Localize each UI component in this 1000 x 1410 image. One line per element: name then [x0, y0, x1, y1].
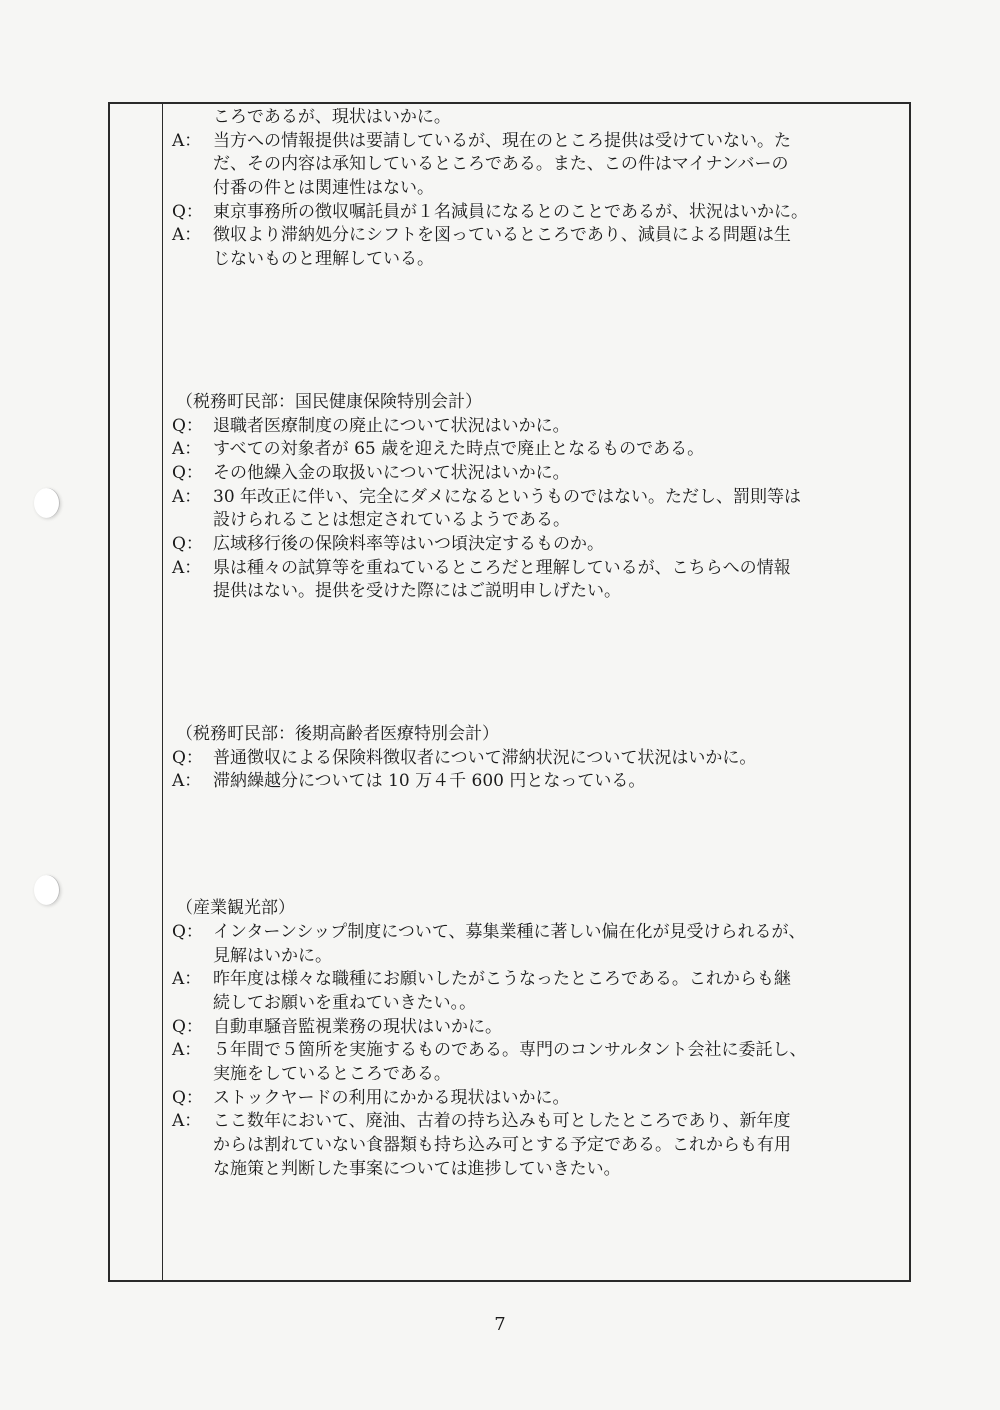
section-title: （税務町民部：後期高齢者医療特別会計） — [176, 723, 503, 747]
qa-label: A： — [172, 969, 202, 990]
qa-label: Q： — [172, 1016, 203, 1037]
qa-item — [172, 557, 907, 604]
qa-label: Q： — [172, 1087, 203, 1108]
qa-label: Q： — [172, 747, 203, 768]
qa-text: 県は種々の試算等を重ねているところだと理解しているが、こちらへの情報 — [213, 557, 791, 578]
punch-hole-bottom — [34, 875, 60, 905]
qa-item — [172, 1110, 907, 1181]
qa-label: A： — [172, 1040, 202, 1061]
qa-text: 設けられることは想定されているようである。 — [213, 510, 570, 531]
qa-text: な施策と判断した事案については進捗していきたい。 — [213, 1158, 621, 1179]
qa-text: 東京事務所の徴収嘱託員が１名減員になるとのことであるが、状況はいかに。 — [213, 201, 808, 222]
section-title: （税務町民部：国民健康保険特別会計） — [176, 391, 486, 415]
qa-item — [172, 770, 907, 794]
qa-label: Q： — [172, 921, 203, 942]
qa-item — [172, 130, 907, 201]
qa-text: 退職者医療制度の廃止について状況はいかに。 — [213, 415, 570, 436]
qa-item — [172, 201, 907, 225]
continued-text: ころであるが、現状はいかに。 — [213, 107, 451, 127]
qa-text: 普通徴収による保険料徴収者について滞納状況について状況はいかに。 — [213, 747, 757, 768]
qa-text: すべての対象者が 65 歳を迎えた時点で廃止となるものである。 — [213, 439, 705, 460]
qa-label: Q： — [172, 534, 203, 554]
qa-text: 滞納繰越分については 10 万４千 600 円となっている。 — [213, 771, 646, 792]
qa-item — [172, 224, 907, 271]
qa-label: A： — [172, 130, 202, 151]
qa-text: からは割れていない食器類も持ち込み可とする予定である。これからも有用 — [213, 1135, 791, 1156]
qa-text: 昨年度は様々な職種にお願いしたがこうなったところである。これからも継 — [213, 969, 791, 990]
qa-item — [172, 415, 907, 439]
qa-label: Q： — [172, 462, 203, 483]
qa-item — [172, 747, 907, 771]
qa-text: じないものと理解している。 — [213, 249, 434, 270]
qa-text: 広域移行後の保険料率等はいつ頃決定するものか。 — [213, 534, 604, 554]
qa-label: A： — [172, 486, 202, 507]
qa-text: 実施をしているところである。 — [213, 1064, 451, 1084]
qa-text: 付番の件とは関連性はない。 — [213, 178, 434, 199]
qa-text: 提供はない。提供を受けた際にはご説明申しげたい。 — [213, 581, 621, 602]
qa-item — [172, 438, 907, 462]
qa-label: A： — [172, 557, 202, 578]
qa-item — [172, 968, 907, 1015]
qa-item — [172, 486, 907, 533]
qa-item — [172, 1016, 907, 1040]
qa-label: Q： — [172, 201, 203, 222]
qa-text: ここ数年において、廃油、古着の持ち込みも可としたところであり、新年度 — [213, 1111, 791, 1132]
qa-text: その他繰入金の取扱いについて状況はいかに。 — [213, 462, 570, 483]
page-number: 7 — [494, 1314, 506, 1335]
qa-text: 見解はいかに。 — [213, 945, 332, 966]
punch-hole-top — [34, 488, 60, 518]
qa-label: Q： — [172, 415, 203, 436]
qa-item — [172, 533, 907, 557]
minutes-body — [172, 106, 907, 1181]
qa-text: 当方への情報提供は要請しているが、現在のところ提供は受けていない。た — [213, 130, 791, 151]
qa-item — [172, 462, 907, 486]
qa-label: A： — [172, 771, 202, 792]
qa-text: 続してお願いを重ねていきたい。。 — [213, 992, 477, 1013]
qa-label: A： — [172, 225, 202, 246]
qa-text: ５年間で５箇所を実施するものである。専門のコンサルタント会社に委託し、 — [213, 1040, 807, 1061]
section-title: （産業観光部） — [176, 897, 299, 921]
qa-text: 徴収より滞納処分にシフトを図っているところであり、減員による問題は生 — [213, 225, 791, 246]
qa-text: 自動車騒音監視業務の現状はいかに。 — [213, 1016, 502, 1037]
qa-text: だ、その内容は承知しているところである。また、この件はマイナンバーの — [213, 154, 789, 175]
qa-item — [172, 921, 907, 968]
qa-item — [172, 1039, 907, 1086]
qa-text: インターンシップ制度について、募集業種に著しい偏在化が見受けられるが、 — [213, 921, 806, 942]
qa-text: 30 年改正に伴い、完全にダメになるというものではない。ただし、罰則等は — [213, 486, 802, 507]
qa-label: A： — [172, 439, 202, 460]
qa-text: ストックヤードの利用にかかる現状はいかに。 — [213, 1087, 570, 1108]
column-divider — [162, 102, 163, 1282]
qa-label: A： — [172, 1111, 202, 1132]
qa-item — [172, 1087, 907, 1111]
